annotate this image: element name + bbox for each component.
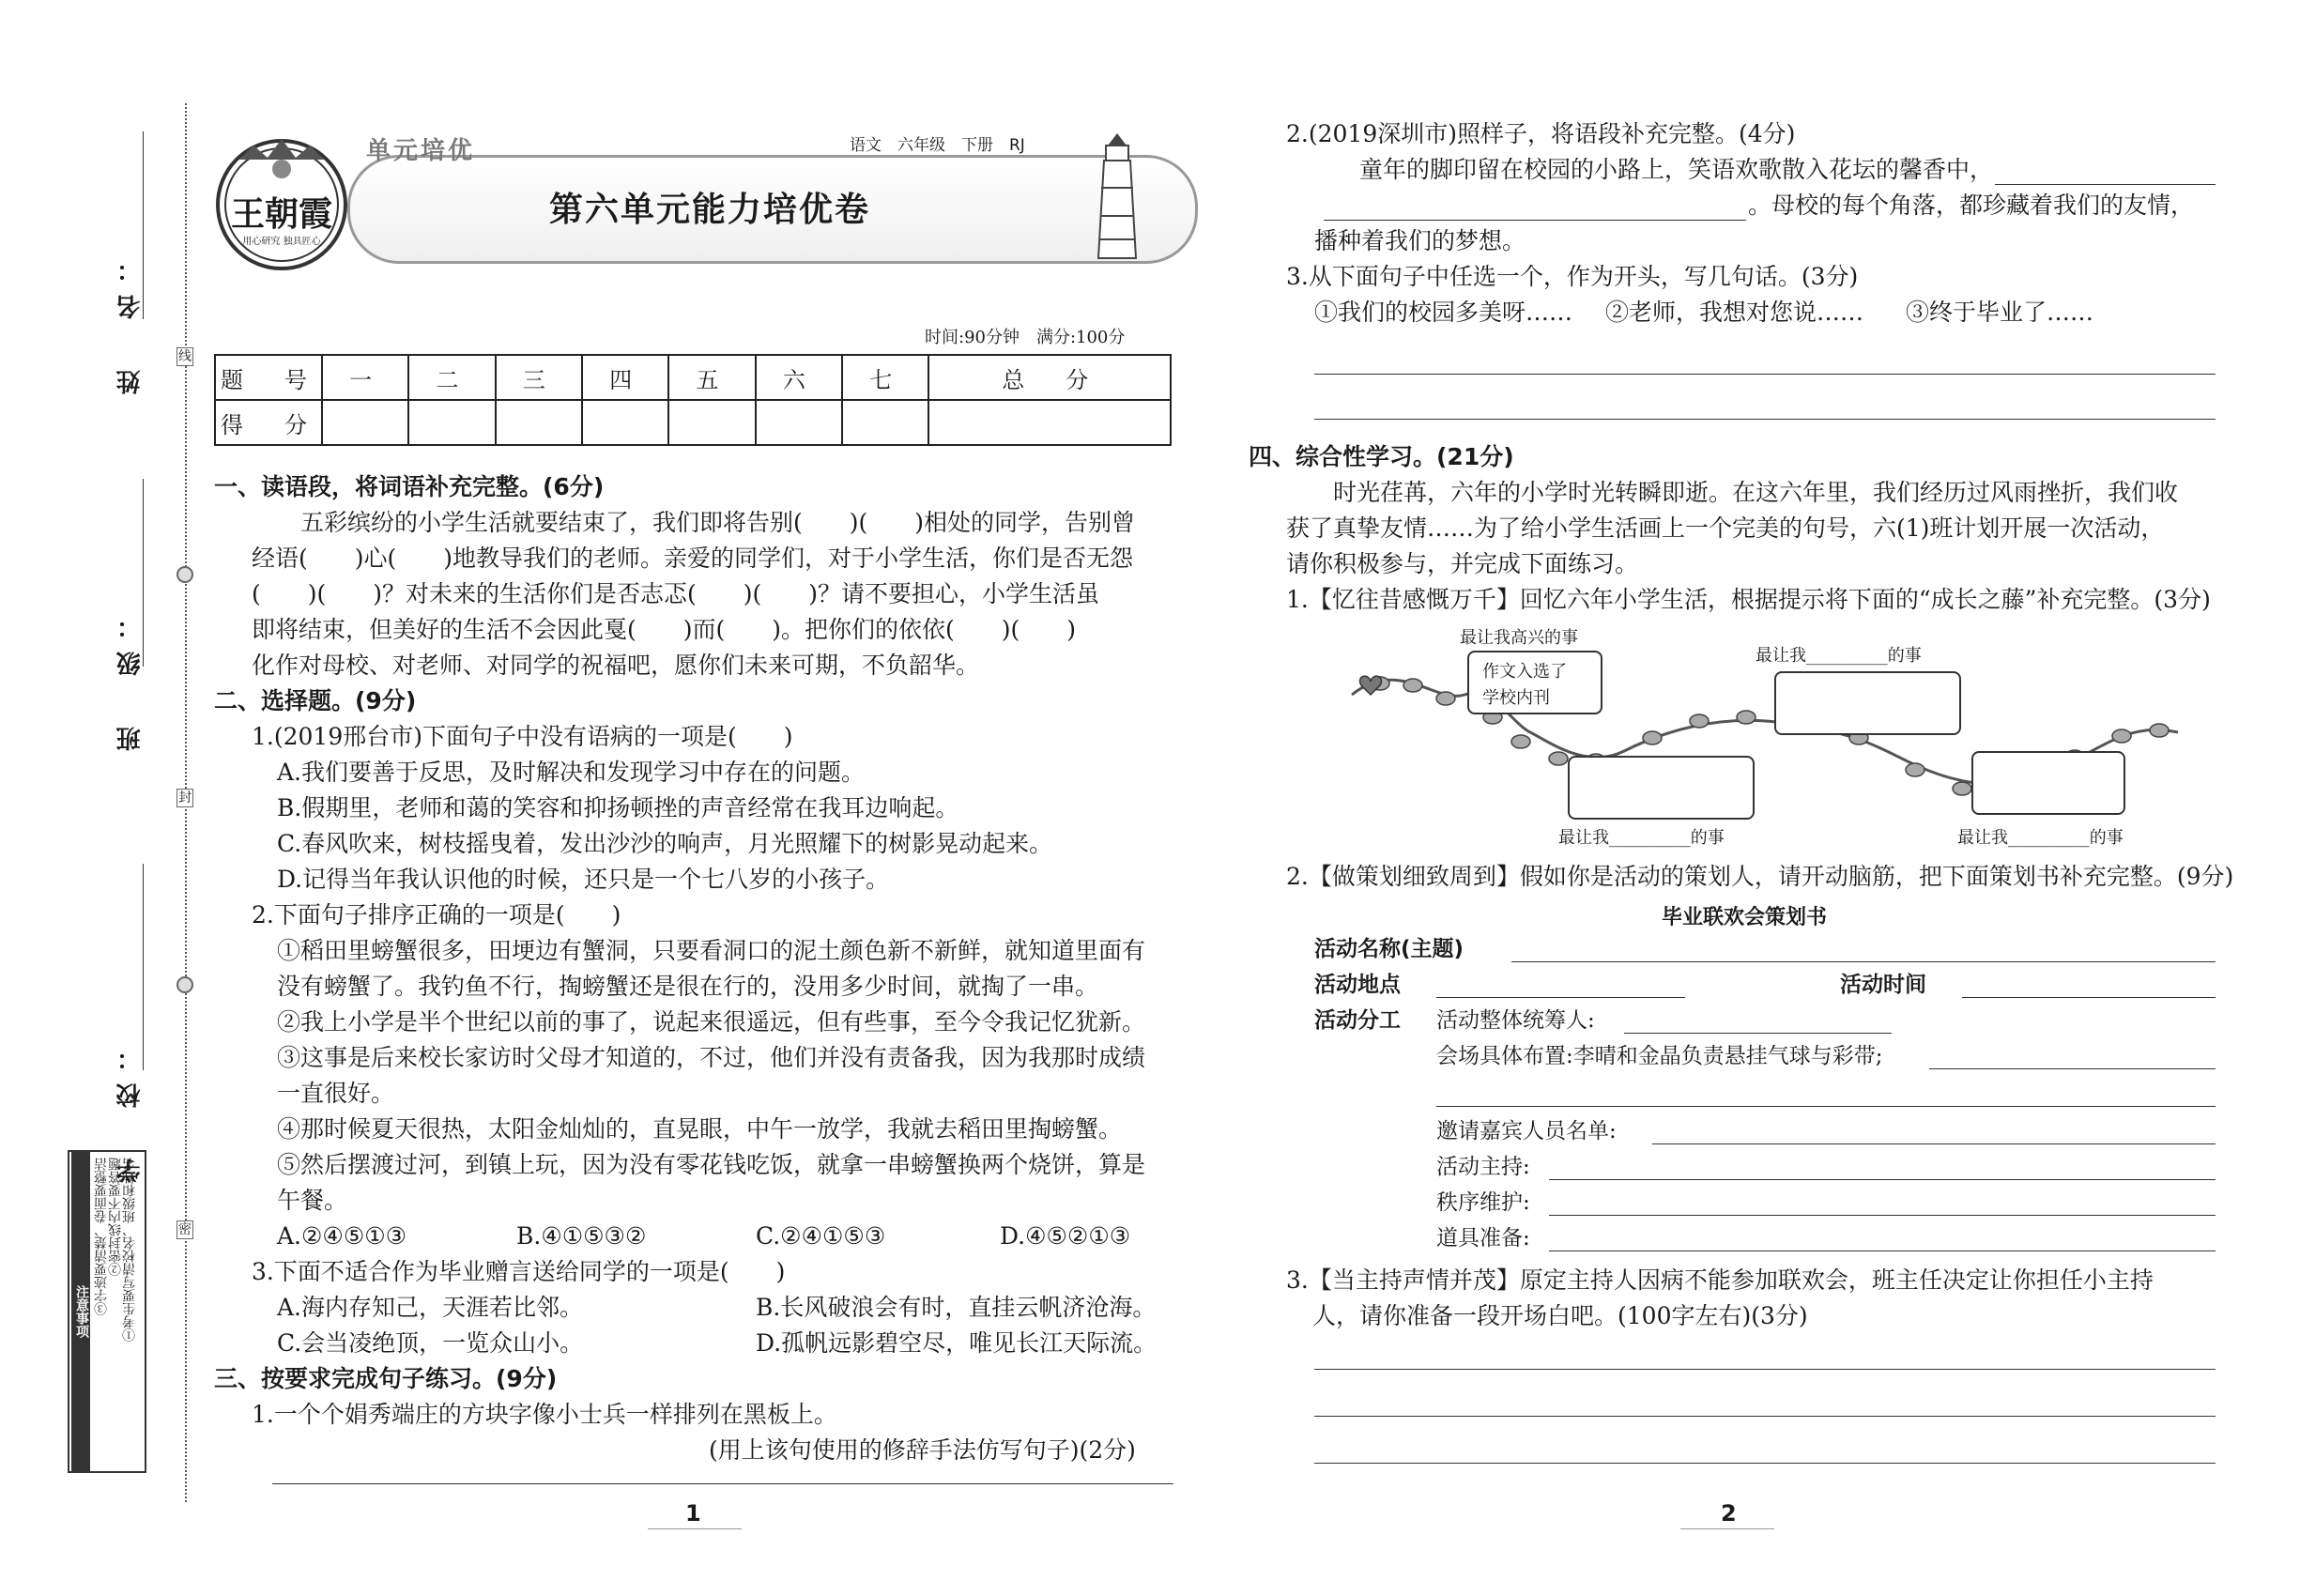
plan-place-label: 活动地点 [1314, 973, 1401, 997]
school-label: 学 校： [116, 1033, 145, 1183]
vine-label-top-right: 最让我________的事 [1756, 646, 1922, 666]
s4-intro-line: 时光荏苒，六年的小学时光转瞬即逝。在这六年里，我们经历过风雨挫折，我们收 [1333, 479, 2179, 506]
s2-q3-option[interactable]: B.长风破浪会有时，直挂云帆济沧海。 [756, 1294, 1157, 1321]
name-label: 姓 名： [116, 244, 145, 394]
vine-answer-box-top-right[interactable] [1774, 671, 1961, 735]
binding-hole-1 [176, 566, 193, 583]
time-info: 时间:90分钟 满分:100分 [925, 328, 1126, 347]
s2-q2-line: ①稻田里螃蟹很多，田埂边有蟹洞，只要看洞口的泥土颜色新不新鲜，就知道里面有 [277, 937, 1146, 964]
plan-name-field[interactable] [1511, 961, 2216, 962]
s3-q1-requirement: (用上该句使用的修辞手法仿写句子)(2分) [709, 1436, 1136, 1464]
plan-item-field[interactable] [1929, 1068, 2216, 1069]
s2-q2-option[interactable]: B.④①⑤③② [516, 1222, 647, 1250]
s2-q2: 2.下面句子排序正确的一项是( ) [252, 901, 621, 928]
score-header-cell: 二 [408, 355, 495, 400]
plan-name-label: 活动名称(主题) [1314, 937, 1464, 961]
vine-label-bottom-left: 最让我________的事 [1558, 828, 1725, 848]
plan-item: 秩序维护: [1436, 1190, 1530, 1215]
score-header-cell: 总 分 [928, 355, 1171, 400]
s4-intro-line: 获了真挚友情……为了给小学生活画上一个完美的句号，六(1)班计划开展一次活动， [1286, 514, 2165, 542]
lighthouse-icon [1089, 131, 1145, 263]
plan-time-label: 活动时间 [1840, 973, 1926, 997]
plan-item-field[interactable] [1549, 1179, 2216, 1180]
vine-answer-box-bottom-left[interactable] [1568, 756, 1755, 820]
binding-hole-2 [176, 976, 193, 993]
s2-q2-option[interactable]: D.④⑤②①③ [1000, 1222, 1131, 1250]
s2-q3: 3.下面不适合作为毕业赠言送给同学的一项是( ) [252, 1258, 786, 1285]
binding-mark-xian: 线 [178, 349, 192, 364]
score-table-score-row [215, 400, 1171, 445]
plan-item-field[interactable] [1549, 1215, 2216, 1216]
s4-q3-line: 3.【当主持声情并茂】原定主持人因病不能参加联欢会，班主任决定让你担任小主持 [1286, 1266, 2154, 1294]
score-input-cell[interactable] [322, 400, 408, 445]
score-input-cell[interactable] [928, 400, 1171, 445]
s2-q2-line: ⑤然后摆渡过河，到镇上玩，因为没有零花钱吃饭，就拿一串螃蟹换两个烧饼，算是 [277, 1151, 1146, 1178]
vine-example-text: 学校内刊 [1482, 688, 1550, 708]
s2-q2-line: 没有螃蟹了。我钓鱼不行，掏螃蟹还是很在行的，没用多少时间，就掏了一串。 [277, 973, 1099, 1000]
s2-q2-line: ②我上小学是半个世纪以前的事了，说起来很遥远，但有些事，至今令我记忆犹新。 [277, 1008, 1146, 1036]
p2-q2-line1: 童年的脚印留在校园的小路上，笑语欢歌散入花坛的馨香中， [1359, 156, 1994, 183]
score-header-cell: 四 [582, 355, 668, 400]
brand-sub: 用心研究 独具匠心 [242, 237, 321, 247]
plan-item-field[interactable] [1652, 1143, 2216, 1144]
p2-q2-line2-blank[interactable] [1324, 188, 1746, 221]
s4-intro-line: 请你积极参与，并完成下面练习。 [1286, 550, 1639, 577]
p2-q3-answer-line[interactable] [1314, 419, 2216, 420]
s2-q2-line: ③这事是后来校长家访时父母才知道的，不过，他们并没有责备我，因为我那时成绩 [277, 1044, 1146, 1071]
p2-q2: 2.(2019深圳市)照样子，将语段补充完整。(4分) [1286, 120, 1796, 147]
section-3-title: 三、按要求完成句子练习。(9分) [214, 1365, 558, 1392]
s2-q3-option[interactable]: C.会当凌绝顶，一览众山小。 [277, 1329, 584, 1357]
s2-q2-line: ④那时候夏天很热，太阳金灿灿的，直晃眼，中午一放学，我就去稻田里掏螃蟹。 [277, 1115, 1123, 1143]
page-2-footer-ornament [1680, 1528, 1774, 1529]
plan-item: 道具准备: [1436, 1226, 1530, 1251]
plan-place-field[interactable] [1436, 997, 1685, 998]
score-input-cell[interactable] [842, 400, 928, 445]
s4-q2: 2.【做策划细致周到】假如你是活动的策划人，请开动脑筋，把下面策划书补充完整。(9分) [1286, 863, 2234, 890]
score-input-cell[interactable] [756, 400, 842, 445]
s2-q1: 1.(2019邢台市)下面句子中没有语病的一项是( ) [252, 723, 793, 750]
notice-item-3: ③字迹要清楚、卷面要整洁 [94, 1158, 109, 1315]
section-4-title: 四、综合性学习。(21分) [1249, 443, 1514, 470]
p2-q3-option[interactable]: ①我们的校园多美呀…… [1314, 299, 1573, 326]
plan-division-label: 活动分工 [1314, 1008, 1401, 1033]
s4-q3-answer-line[interactable] [1314, 1463, 2216, 1464]
page-title: 第六单元能力培优卷 [549, 191, 871, 229]
score-input-cell[interactable] [408, 400, 495, 445]
s2-q1-option[interactable]: A.我们要善于反思，及时解决和发现学习中存在的问题。 [277, 759, 866, 786]
plan-item: 邀请嘉宾人员名单: [1436, 1119, 1617, 1143]
s2-q2-line: 午餐。 [277, 1187, 348, 1214]
score-header-cell: 三 [496, 355, 582, 400]
p2-q3-answer-line[interactable] [1314, 374, 2216, 375]
s3-q1: 1.一个个娟秀端庄的方块字像小士兵一样排列在黑板上。 [252, 1401, 837, 1428]
p2-q3-option[interactable]: ③终于毕业了…… [1906, 299, 2094, 326]
score-input-cell[interactable] [668, 400, 755, 445]
vine-answer-box-bottom-right[interactable] [1971, 751, 2125, 815]
brand-name: 王朝霞 [230, 194, 332, 234]
section-1-title: 一、读语段，将词语补充完整。(6分) [214, 473, 605, 500]
p2-q2-blank-1[interactable] [1995, 184, 2216, 185]
score-input-cell[interactable] [582, 400, 668, 445]
s2-q2-option[interactable]: C.②④①⑤③ [756, 1222, 886, 1250]
score-header-cell: 题 号 [215, 355, 322, 400]
s2-q2-line: 一直很好。 [277, 1080, 395, 1107]
p2-q3: 3.从下面句子中任选一个，作为开头，写几句话。(3分) [1286, 263, 1859, 290]
s1-line: 化作对母校、对老师、对同学的祝福吧，愿你们未来可期，不负韶华。 [252, 652, 980, 679]
page-number-2: 2 [1721, 1500, 1737, 1527]
score-header-cell: 六 [756, 355, 842, 400]
vine-label-bottom-right: 最让我________的事 [1957, 828, 2124, 848]
s1-line: ( )( )？对未来的生活你们是否志忑( )( )？请不要担心，小学生活虽 [252, 580, 1100, 607]
plan-time-field[interactable] [1962, 997, 2216, 998]
notice-box [68, 1150, 146, 1473]
score-header-cell: 七 [842, 355, 928, 400]
p2-q2-line3: 播种着我们的梦想。 [1314, 227, 1526, 254]
score-row-label: 得 分 [215, 400, 322, 445]
plan-title: 毕业联欢会策划书 [1662, 906, 1828, 929]
page-number-1: 1 [685, 1500, 701, 1527]
s2-q2-option[interactable]: A.②④⑤①③ [277, 1222, 407, 1250]
s2-q3-option[interactable]: A.海内存知己，天涯若比邻。 [277, 1294, 584, 1321]
score-table [214, 354, 1172, 446]
s1-line: 五彩缤纷的小学生活就要结束了，我们即将告别( )( )相处的同学，告别曾 [300, 509, 1136, 536]
plan-item: 会场具体布置:李晴和金晶负责悬挂气球与彩带; [1436, 1044, 1883, 1068]
meta-label: 语文 六年级 下册 RJ [850, 136, 1025, 155]
s2-q1-option[interactable]: C.春风吹来，树枝摇曳着，发出沙沙的响声，月光照耀下的树影晃动起来。 [277, 830, 1053, 857]
s2-q1-option[interactable]: D.记得当年我认识他的时候，还只是一个七八岁的小孩子。 [277, 866, 890, 893]
score-header-cell: 一 [322, 355, 408, 400]
s1-line: 经语( )心( )地教导我们的老师。亲爱的同学们，对于小学生活，你们是否无怨 [252, 545, 1134, 572]
p2-q2-line2: 。母校的每个角落，都珍藏着我们的友情， [1748, 192, 2195, 219]
binding-mark-feng: 封 [178, 790, 192, 806]
notice-title: 注意事项 [71, 1152, 90, 1471]
page-1-footer-ornament [648, 1528, 742, 1529]
plan-item-field[interactable] [1436, 1106, 2216, 1107]
plan-item-field[interactable] [1624, 1033, 1892, 1034]
class-label: 班 级： [116, 601, 145, 751]
brand-logo [211, 131, 352, 272]
vine-example-label: 最让我高兴的事 [1460, 628, 1578, 648]
plan-item: 活动整体统筹人: [1436, 1008, 1595, 1033]
score-header-cell: 五 [668, 355, 755, 400]
score-table-header-row [215, 355, 1171, 400]
notice-item-1: ①考生要写清校名、班级和姓名 [122, 1158, 137, 1342]
s1-line: 即将结束，但美好的生活不会因此戛( )而( )。把你们的依依( )( ) [252, 616, 1077, 643]
s2-q1-option[interactable]: B.假期里，老师和蔼的笑容和抑扬顿挫的声音经常在我耳边响起。 [277, 794, 959, 821]
vine-example-text: 作文入选了 [1482, 662, 1567, 682]
s4-q3-answer-line[interactable] [1314, 1416, 2216, 1417]
plan-item: 活动主持: [1436, 1155, 1530, 1179]
s4-q3-answer-line[interactable] [1314, 1369, 2216, 1370]
s2-q3-option[interactable]: D.孤帆远影碧空尽，唯见长江天际流。 [756, 1329, 1158, 1357]
s4-q1: 1.【忆往昔感慨万千】回忆六年小学生活，根据提示将下面的“成长之藤”补充完整。(3分) [1286, 586, 2211, 613]
notice-item-2: ②密封线内不要答题 [108, 1158, 123, 1276]
section-2-title: 二、选择题。(9分) [214, 687, 417, 714]
s3-q1-answer-line[interactable] [272, 1483, 1173, 1484]
score-input-cell[interactable] [496, 400, 582, 445]
vine-example-box [1467, 651, 1602, 714]
s4-q3-line: 人，请你准备一段开场白吧。(100字左右)(3分) [1312, 1302, 1808, 1329]
p2-q3-option[interactable]: ②老师，我想对您说…… [1605, 299, 1864, 326]
binding-mark-mi: 密 [178, 1222, 192, 1237]
series-label: 单元培优 [366, 137, 476, 165]
